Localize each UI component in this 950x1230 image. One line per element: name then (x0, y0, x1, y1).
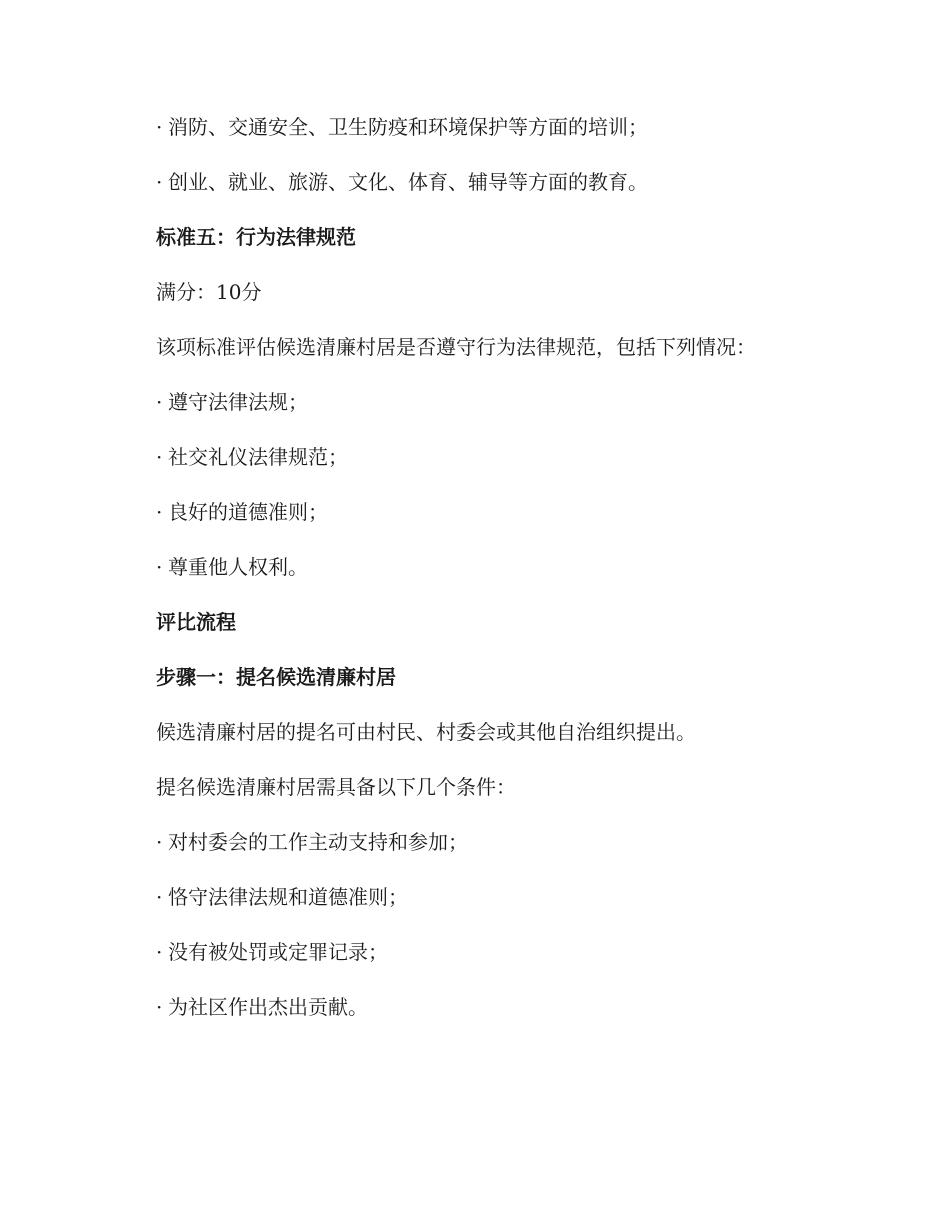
bullet-item (156, 815, 856, 870)
bullet-item (156, 100, 856, 155)
bullet-dot: · (156, 170, 163, 194)
bullet-dot: · (156, 115, 163, 139)
standard-five-heading: 标准五：行为法律规范 (156, 225, 356, 249)
process-heading: 评比流程 (156, 610, 236, 634)
bullet-item (156, 870, 856, 925)
step-one-paragraph: 候选清廉村居的提名可由村民、村委会或其他自治组织提出。 (156, 720, 696, 744)
bullet-dot: · (156, 500, 163, 524)
step-one-conditions-intro: 提名候选清廉村居需具备以下几个条件： (156, 775, 516, 799)
bullet-dot: · (156, 830, 163, 854)
bullet-item (156, 980, 856, 1035)
bullet-text: 消防、交通安全、卫生防疫和环境保护等方面的培训； (168, 115, 648, 139)
bullet-text: 社交礼仪法律规范； (168, 445, 348, 469)
bullet-text: 遵守法律法规； (168, 390, 308, 414)
document-page (156, 100, 856, 1035)
bullet-dot: · (156, 940, 163, 964)
bullet-dot: · (156, 555, 163, 579)
bullet-item (156, 540, 856, 595)
bullet-text: 良好的道德准则； (168, 500, 328, 524)
bullet-text: 没有被处罚或定罪记录； (168, 940, 388, 964)
bullet-text: 创业、就业、旅游、文化、体育、辅导等方面的教育。 (168, 170, 648, 194)
bullet-text: 对村委会的工作主动支持和参加； (168, 830, 468, 854)
bullet-dot: · (156, 885, 163, 909)
bullet-item (156, 155, 856, 210)
bullet-item (156, 925, 856, 980)
bullet-dot: · (156, 995, 163, 1019)
bullet-dot: · (156, 445, 163, 469)
bullet-text: 恪守法律法规和道德准则； (168, 885, 408, 909)
bullet-text: 为社区作出杰出贡献。 (168, 995, 368, 1019)
bullet-text: 尊重他人权利。 (168, 555, 308, 579)
standard-five-intro: 该项标准评估候选清廉村居是否遵守行为法律规范，包括下列情况： (156, 335, 756, 359)
bullet-item (156, 430, 856, 485)
step-one-heading: 步骤一：提名候选清廉村居 (156, 665, 396, 689)
bullet-item (156, 375, 856, 430)
full-score-text: 满分：10分 (156, 280, 262, 304)
bullet-dot: · (156, 390, 163, 414)
bullet-item (156, 485, 856, 540)
